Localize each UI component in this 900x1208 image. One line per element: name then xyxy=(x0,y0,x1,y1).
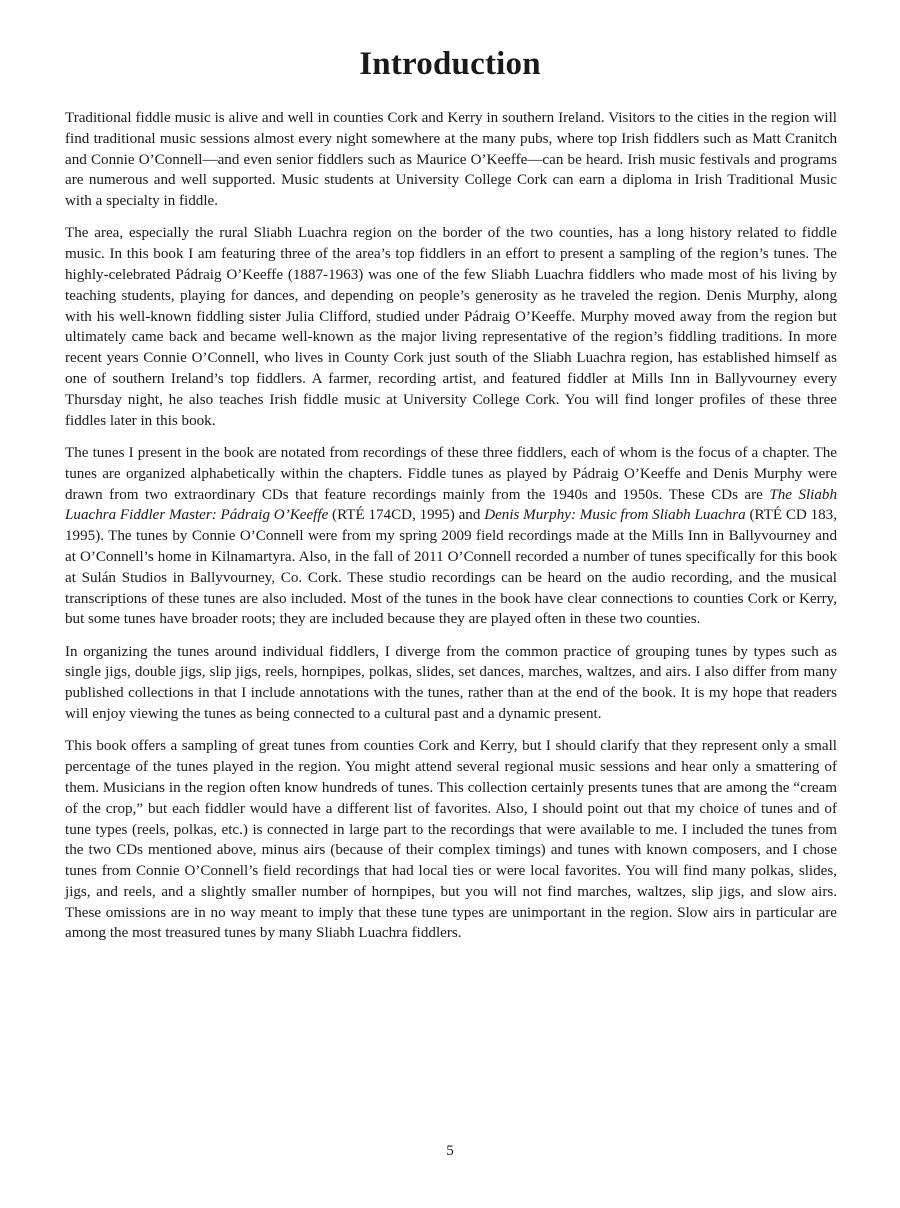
page-number: 5 xyxy=(446,1143,454,1159)
paragraph-3-text-b: (RTÉ 174CD, 1995) and xyxy=(328,507,485,524)
cd-title-padraig-okeeffe: The Sliabh Luachra Fiddler Master: Pádraig O’Keeffe xyxy=(65,486,837,524)
page-title: Introduction xyxy=(359,46,541,82)
body-text xyxy=(65,108,837,956)
paragraph-1-text: Traditional fiddle music is alive and well in counties Cork and Kerry in southern Ireland. Visitors to the cities in the region will find traditional music sessions almost every night somewhere at the many pubs, where top Irish fiddlers such as Matt Cranitch and Connie O’Connell—and even senior fiddlers such as Maurice O’Keeffe—can be heard. Irish music festivals and programs are numerous and well supported. Music students at University College Cork can earn a diploma in Irish Traditional Music with a specialty in fiddle. xyxy=(65,110,837,210)
paragraph-4-text: In organizing the tunes around individual fiddlers, I diverge from the common practice of grouping tunes by types such as single jigs, double jigs, slip jigs, reels, hornpipes, polkas, slides, set dances, marches, waltzes, and airs. I also differ from many published collections in that I include annotations with the tunes, rather than at the end of the book. It is my hope that readers will enjoy viewing the tunes as being connected to a cultural past and a dynamic present. xyxy=(65,643,837,723)
cd-title-denis-murphy: Denis Murphy: Music from Sliabh Luachra xyxy=(484,507,746,524)
paragraph-5-text: This book offers a sampling of great tunes from counties Cork and Kerry, but I should clarify that they represent only a small percentage of the tunes played in the region. You might attend several regional music sessions and hear only a smattering of them. Musicians in the region often know hundreds of tunes. This collection certainly presents tunes that are among the “cream of the crop,” but each fiddler would have a different list of favorites. Also, I should point out that my choice of tunes and of tune types (reels, polkas, etc.) is connected in large part to the recordings that were available to me. I included the tunes from the two CDs mentioned above, minus airs (because of their complex timings) and tunes with known composers, and I chose tunes from Connie O’Connell’s field recordings that had local ties or were local favorites. You will find many polkas, slides, jigs, and reels, and a slightly smaller number of hornpipes, but you will not find marches, waltzes, slip jigs, and slow airs. These omissions are in no way meant to imply that these tune types are unimportant in the region. Slow airs in particular are among the most treasured tunes by many Sliabh Luachra fiddlers. xyxy=(65,738,837,942)
paragraph-5 xyxy=(65,736,837,944)
paragraph-3-text-c: (RTÉ CD 183, 1995). The tunes by Connie O’Connell were from my spring 2009 field recordings made at the Mills Inn in Ballyvourney and at O’Connell’s home in Kilnamartyra. Also, in the fall of 2011 O’Connell recorded a number of tunes specifically for this book at Sulán Studios in Ballyvourney, Co. Cork. These studio recordings can be heard on the audio recording, and the musical transcriptions of these tunes are also included. Most of the tunes in the book have clear connections to counties Cork or Kerry, but some tunes have broader roots; they are included because they are played often in these two counties. xyxy=(65,507,838,628)
paragraph-2 xyxy=(65,223,837,431)
paragraph-1 xyxy=(65,108,837,212)
paragraph-3-text-a: The tunes I present in the book are notated from recordings of these three fiddlers, each of whom is the focus of a chapter. The tunes are organized alphabetically within the chapters. Fiddle tunes as played by Pádraig O’Keeffe and Denis Murphy were drawn from two extraordinary CDs that feature recordings mainly from the 1940s and 1950s. These CDs are xyxy=(65,444,837,503)
paragraph-4 xyxy=(65,642,837,725)
paragraph-3 xyxy=(65,443,837,630)
paragraph-2-text: The area, especially the rural Sliabh Luachra region on the border of the two counties, has a long history related to fiddle music. In this book I am featuring three of the area’s top fiddlers in an effort to present a sampling of the region’s tunes. The highly-celebrated Pádraig O’Keeffe (1887-1963) was one of the few Sliabh Luachra fiddlers who made most of his living by teaching students, playing for dances, and depending on people’s generosity as he traveled the region. Denis Murphy, along with his well-known fiddling sister Julia Clifford, studied under Pádraig O’Keeffe. Murphy moved away from the region but ultimately came back and became well-known as the major living representative of the region’s fiddling traditions. In more recent years Connie O’Connell, who lives in County Cork just south of the Sliabh Luachra region, has established himself as one of southern Ireland’s top fiddlers. A farmer, recording artist, and featured fiddler at Mills Inn in Ballyvourney every Thursday night, he also teaches Irish fiddle music at University College Cork. You will find longer profiles of these three fiddles later in this book. xyxy=(65,225,837,429)
